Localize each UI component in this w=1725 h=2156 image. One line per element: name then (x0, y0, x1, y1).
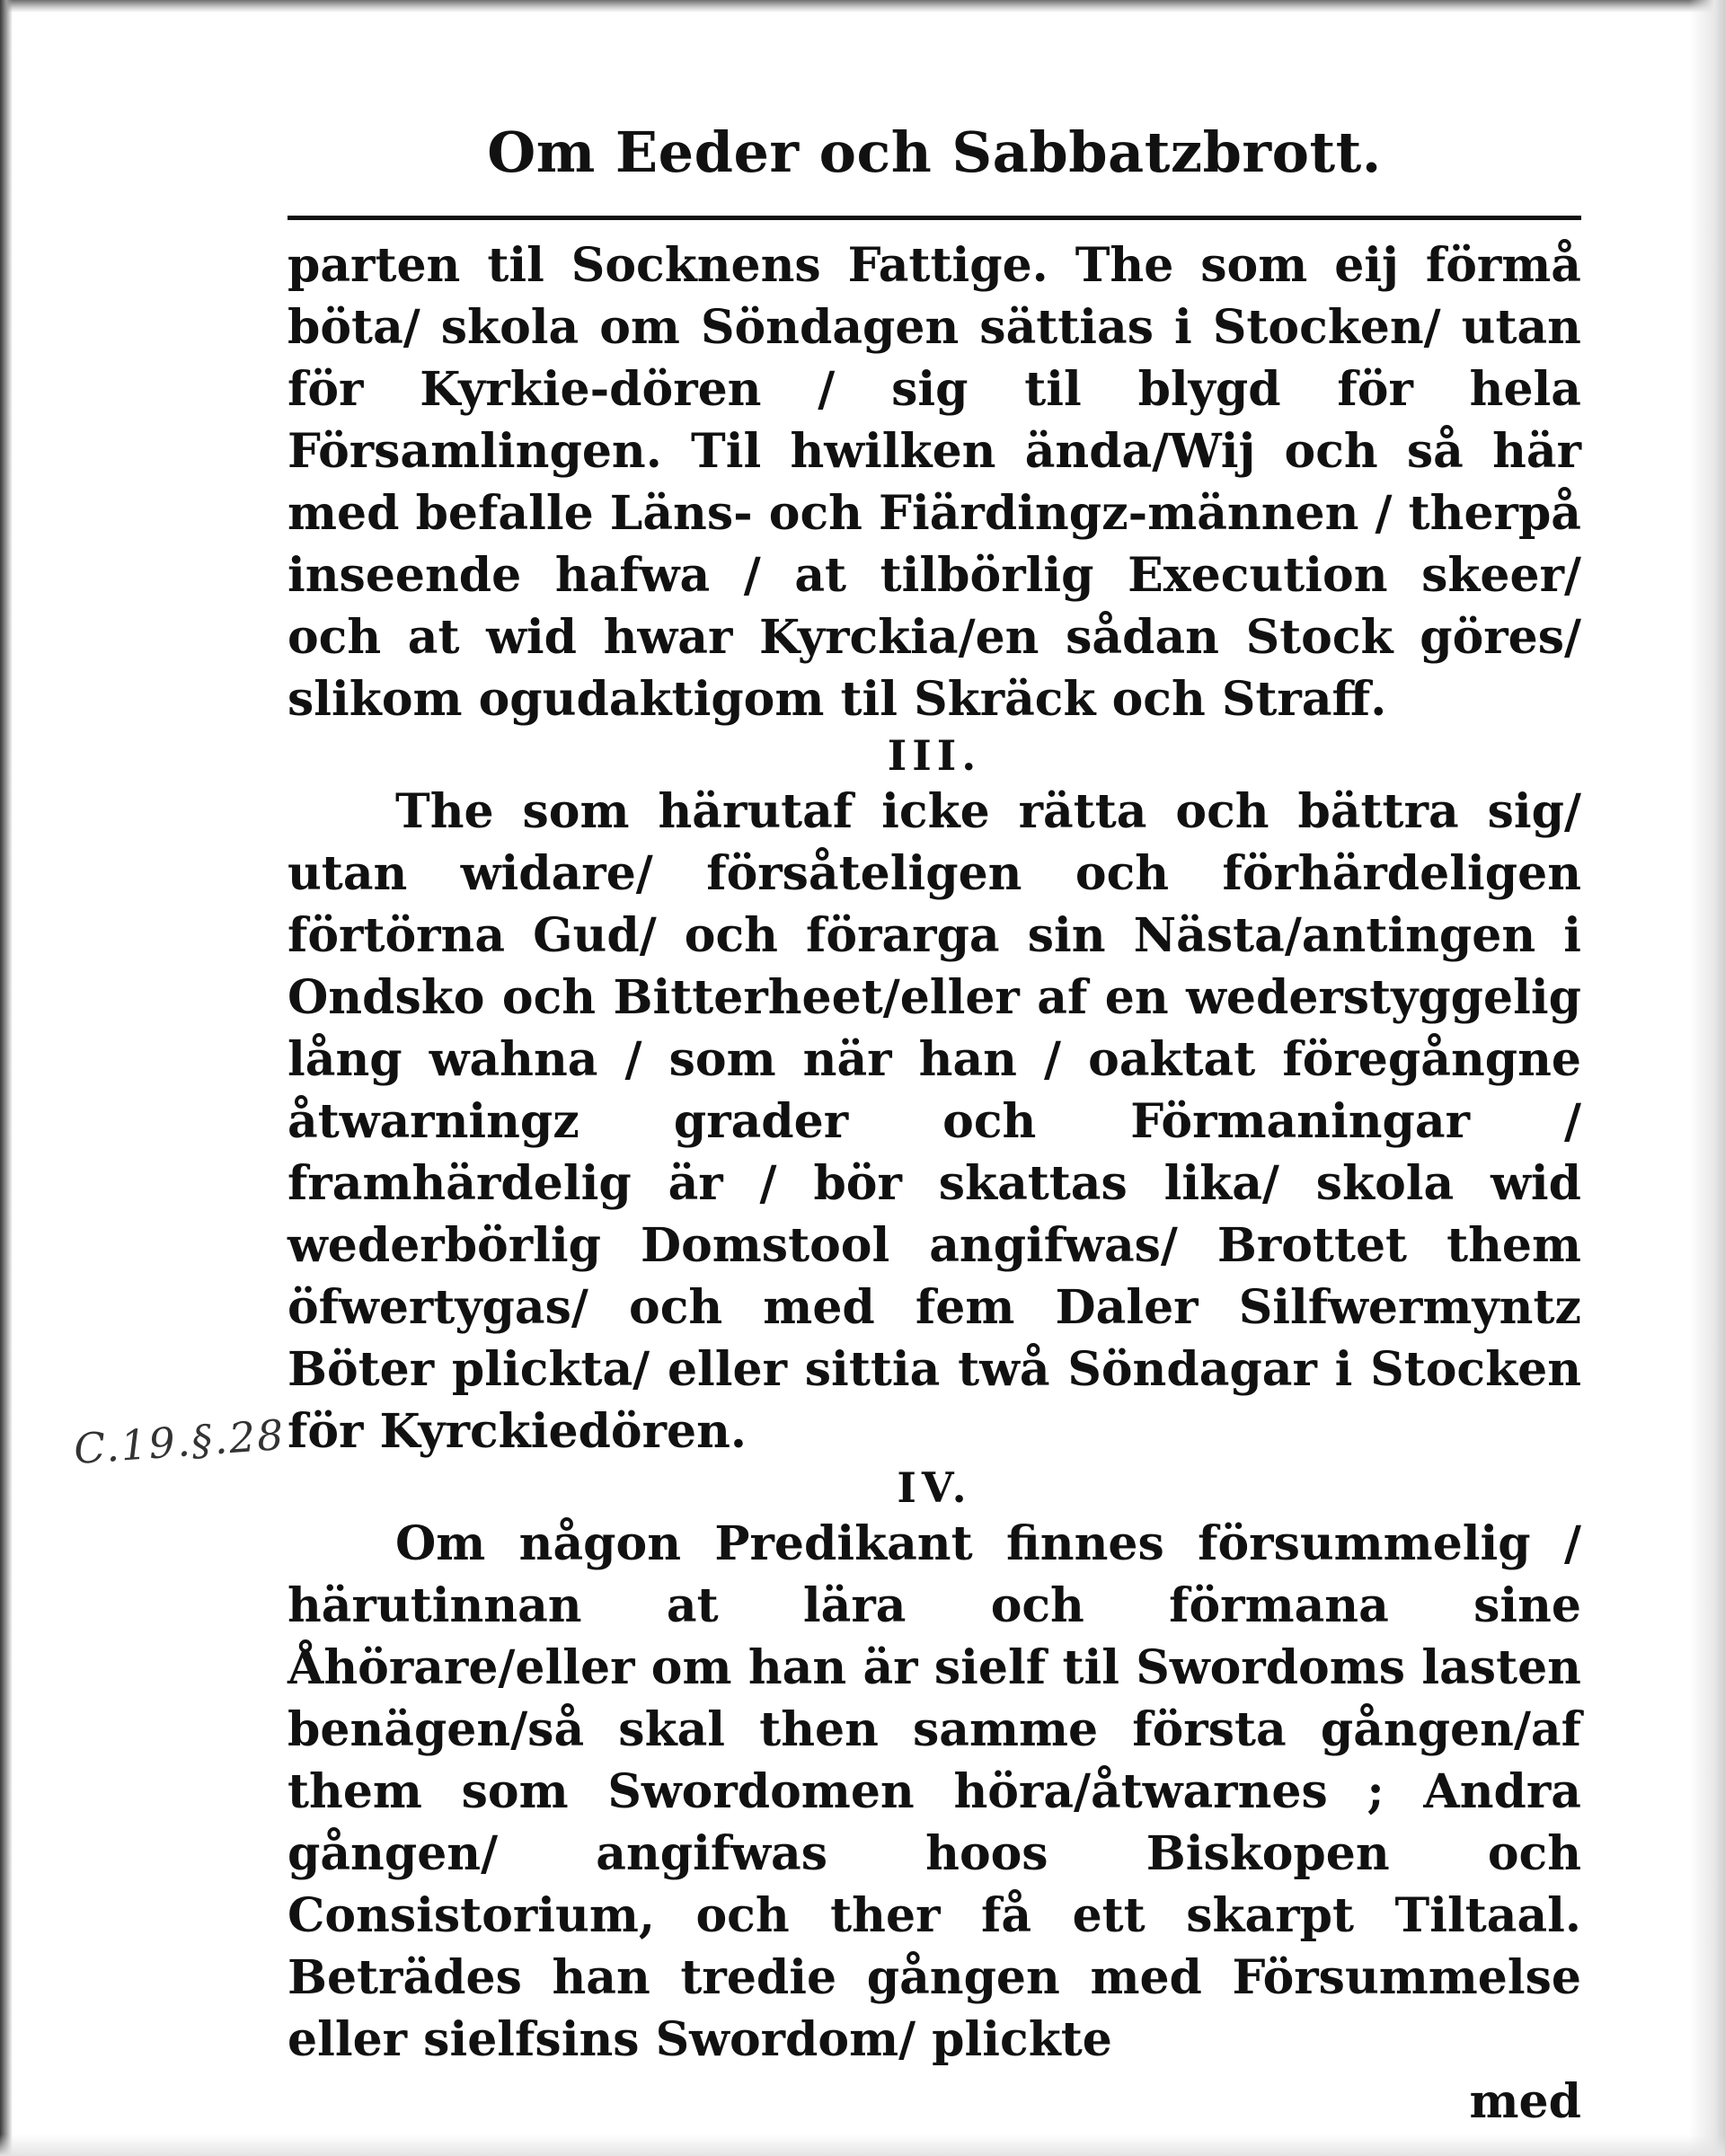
scan-edge-left (0, 0, 13, 2156)
scan-edge-top (0, 0, 1725, 13)
catchword: med (1469, 2074, 1581, 2129)
section-number-iii: III. (887, 731, 982, 780)
scan-edge-right (1689, 0, 1725, 2156)
section-number-iv: IV. (897, 1463, 972, 1512)
paragraph-section-iii: The som härutaf icke rätta och bättra sig/ utan widare/ försåteligen och förhärdeligen förtörna Gud/ och förarga sin Nästa/antingen i Ondsko och Bitterheet/eller af en wederstyggelig lång wahna / som när han / oaktat föregångne åtwarningz grader och Förmaningar / framhärdelig är / bör skattas lika/ skola wid wederbörlig Domstool angifwas/ Brottet them öfwertygas/ och med fem Daler Silfwermyntz Böter plickta/ eller sittia twå Söndagar i Stocken för Kyrckiedören. (288, 784, 1581, 1459)
running-head: Om Eeder och Sabbatzbrott. (487, 119, 1382, 185)
header-rule (288, 216, 1581, 220)
handwritten-margin-note: C.19.§.28 (72, 1409, 288, 1474)
scan-edge-bottom (0, 2134, 1725, 2156)
paragraph-continuation: parten til Socknens Fattige. The som eij förmå böta/ skola om Söndagen sättias i Stocken/ utan för Kyrkie-dören / sig til blygd för hela Församlingen. Til hwilken ända/Wij och så här med befalle Läns- och Fiärdingz-männen / therpå inseende hafwa / at tilbörlig Execution skeer/ och at wid hwar Kyrckia/en sådan Stock göres/ slikom ogudaktigom til Skräck och Straff. (288, 238, 1581, 727)
book-page (270, 117, 1599, 2132)
body-text (288, 234, 1581, 2132)
paragraph-section-iv: Om någon Predikant finnes försummelig / härutinnan at lära och förmana sine Åhörare/eller om han är sielf til Swordoms lasten benägen/så skal then samme första gången/af them som Swordomen höra/åtwarnes ; Andra gången/ angifwas hoos Biskopen och Consistorium, och ther få ett skarpt Tiltaal. Beträdes han tredie gången med Försummelse eller sielfsins Swordom/ plickte (288, 1516, 1581, 2067)
